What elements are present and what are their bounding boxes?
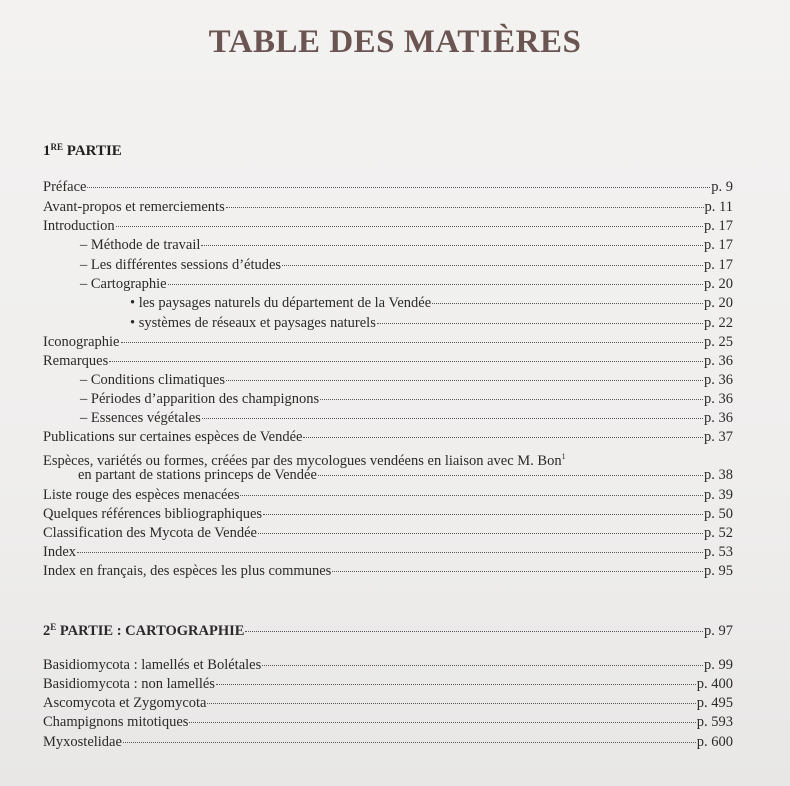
toc-entry-page: p. 9 <box>711 179 733 195</box>
toc-entry-page: p. 39 <box>704 487 733 503</box>
toc-entry-label: Basidiomycota : lamellés et Bolétales <box>43 657 262 673</box>
part-1-heading-text: PARTIE <box>63 143 122 159</box>
part-2-heading-sup: E <box>50 622 57 632</box>
dot-leader <box>216 684 696 685</box>
toc-entry-page: p. 99 <box>704 657 733 673</box>
toc-entry-label: Classification des Mycota de Vendée <box>43 525 257 541</box>
toc-entry-page: p. 17 <box>704 218 733 234</box>
toc-entry[interactable] <box>43 733 733 752</box>
toc-entry-label: Liste rouge des espèces menacées <box>43 487 240 503</box>
dot-leader <box>262 665 703 666</box>
toc-entry-label: Quelques références bibliographiques <box>43 506 263 522</box>
dot-leader <box>377 323 703 324</box>
toc-entry-label: Publications sur certaines espèces de Vendée <box>43 429 303 445</box>
toc-entry-page: p. 38 <box>704 467 733 483</box>
toc-entry-page: p. 11 <box>704 199 733 215</box>
toc-entry-label: en partant de stations princeps de Vendée <box>78 467 317 483</box>
toc-entry-label: – Périodes d’apparition des champignons <box>80 391 320 407</box>
toc-entry-page: p. 36 <box>704 372 733 388</box>
toc-entry-page: p. 600 <box>696 734 733 750</box>
toc-entry-page: p. 22 <box>704 315 733 331</box>
toc-entry[interactable] <box>80 371 733 390</box>
toc-entry-label: Préface <box>43 179 87 195</box>
toc-entry[interactable] <box>43 524 733 543</box>
toc-entry[interactable] <box>43 675 733 694</box>
toc-entry[interactable] <box>80 236 733 255</box>
toc-entry-page: p. 400 <box>696 676 733 692</box>
toc-entry[interactable] <box>43 217 733 236</box>
toc-entry-page: p. 17 <box>704 237 733 253</box>
part-1-heading-number: 1 <box>43 143 51 159</box>
dot-leader <box>116 226 703 227</box>
dot-leader <box>320 399 703 400</box>
toc-entry[interactable] <box>43 562 733 581</box>
toc-entry[interactable] <box>43 543 733 562</box>
dot-leader <box>202 418 703 419</box>
dot-leader <box>303 437 703 438</box>
dot-leader <box>168 284 703 285</box>
toc-entry-label: Avant-propos et remerciements <box>43 199 225 215</box>
dot-leader <box>189 722 695 723</box>
toc-entry-page: p. 17 <box>704 257 733 273</box>
toc-entry[interactable] <box>78 466 733 485</box>
part-1-heading-sup: RE <box>50 142 64 152</box>
toc-entry-label: Ascomycota et Zygomycota <box>43 695 207 711</box>
toc-entry-page: p. 495 <box>696 695 733 711</box>
toc-entry-page: p. 37 <box>704 429 733 445</box>
toc-entry[interactable] <box>43 333 733 352</box>
dot-leader <box>201 245 703 246</box>
dot-leader <box>87 187 710 188</box>
dot-leader <box>109 361 703 362</box>
page-title: TABLE DES MATIÈRES <box>208 24 582 60</box>
toc-entry[interactable] <box>43 178 733 197</box>
toc-entry[interactable] <box>43 198 733 217</box>
part-1-heading <box>43 142 122 160</box>
toc-entry-page: p. 36 <box>704 353 733 369</box>
toc-entry[interactable] <box>43 694 733 713</box>
dot-leader <box>282 265 703 266</box>
toc-entry[interactable] <box>130 314 733 333</box>
toc-entry-label: – Les différentes sessions d’études <box>80 257 282 273</box>
toc-entry-label: Iconographie <box>43 334 120 350</box>
part-2-heading-page: p. 97 <box>704 623 733 639</box>
toc-entry-label: • systèmes de réseaux et paysages naturels <box>130 315 376 331</box>
dot-leader <box>123 742 696 743</box>
dot-leader <box>77 552 703 553</box>
toc-entry[interactable] <box>80 390 733 409</box>
toc-entry-label: – Méthode de travail <box>80 237 201 253</box>
toc-entry-label: Index en français, des espèces les plus communes <box>43 563 332 579</box>
toc-entry-page: p. 36 <box>704 410 733 426</box>
toc-entry-label: Index <box>43 544 77 560</box>
dot-leader <box>240 495 703 496</box>
toc-entry-page: p. 36 <box>704 391 733 407</box>
toc-entry[interactable] <box>80 275 733 294</box>
toc-entry[interactable] <box>43 352 733 371</box>
toc-entry-label: • les paysages naturels du département de la Vendée <box>130 295 432 311</box>
toc-entry-label: – Cartographie <box>80 276 167 292</box>
toc-entry-page: p. 25 <box>704 334 733 350</box>
toc-entry-label: Remarques <box>43 353 109 369</box>
toc-entry-label: Champignons mitotiques <box>43 714 189 730</box>
toc-entry-label: – Conditions climatiques <box>80 372 225 388</box>
dot-leader <box>226 207 704 208</box>
toc-entry-page: p. 20 <box>704 276 733 292</box>
dot-leader <box>332 571 703 572</box>
dot-leader <box>318 475 703 476</box>
dot-leader <box>207 703 695 704</box>
toc-entry-page: p. 95 <box>704 563 733 579</box>
toc-entry-label: Espèces, variétés ou formes, créées par des mycologues vendéens en liaison avec M. Bon <box>43 452 562 469</box>
part-2-heading-text: PARTIE : CARTOGRAPHIE <box>56 623 245 639</box>
toc-entry-page: p. 50 <box>704 506 733 522</box>
toc-entry[interactable] <box>43 656 733 675</box>
toc-entry[interactable] <box>43 486 733 505</box>
footnote-marker: 1 <box>561 452 566 461</box>
toc-entry[interactable] <box>43 713 733 732</box>
toc-entry[interactable] <box>43 505 733 524</box>
part-2-heading[interactable] <box>43 618 733 637</box>
part-2-heading-number: 2 <box>43 623 51 639</box>
toc-entry-label: – Essences végétales <box>80 410 201 426</box>
toc-entry[interactable] <box>43 428 733 447</box>
toc-entry[interactable] <box>80 256 733 275</box>
dot-leader <box>258 533 703 534</box>
dot-leader <box>432 303 703 304</box>
part-2-heading-label <box>43 618 244 641</box>
toc-entry-label: Myxostelidae <box>43 734 122 750</box>
toc-entry[interactable] <box>130 294 733 313</box>
dot-leader <box>245 631 703 632</box>
toc-entry-page: p. 53 <box>704 544 733 560</box>
toc-entry-page: p. 52 <box>704 525 733 541</box>
toc-entry-label: Introduction <box>43 218 115 234</box>
dot-leader <box>263 514 703 515</box>
toc-entry-page: p. 20 <box>704 295 733 311</box>
dot-leader <box>121 342 704 343</box>
toc-entry[interactable] <box>80 409 733 428</box>
toc-entry-page: p. 593 <box>696 714 733 730</box>
toc-entry-label: Basidiomycota : non lamellés <box>43 676 215 692</box>
dot-leader <box>226 380 703 381</box>
